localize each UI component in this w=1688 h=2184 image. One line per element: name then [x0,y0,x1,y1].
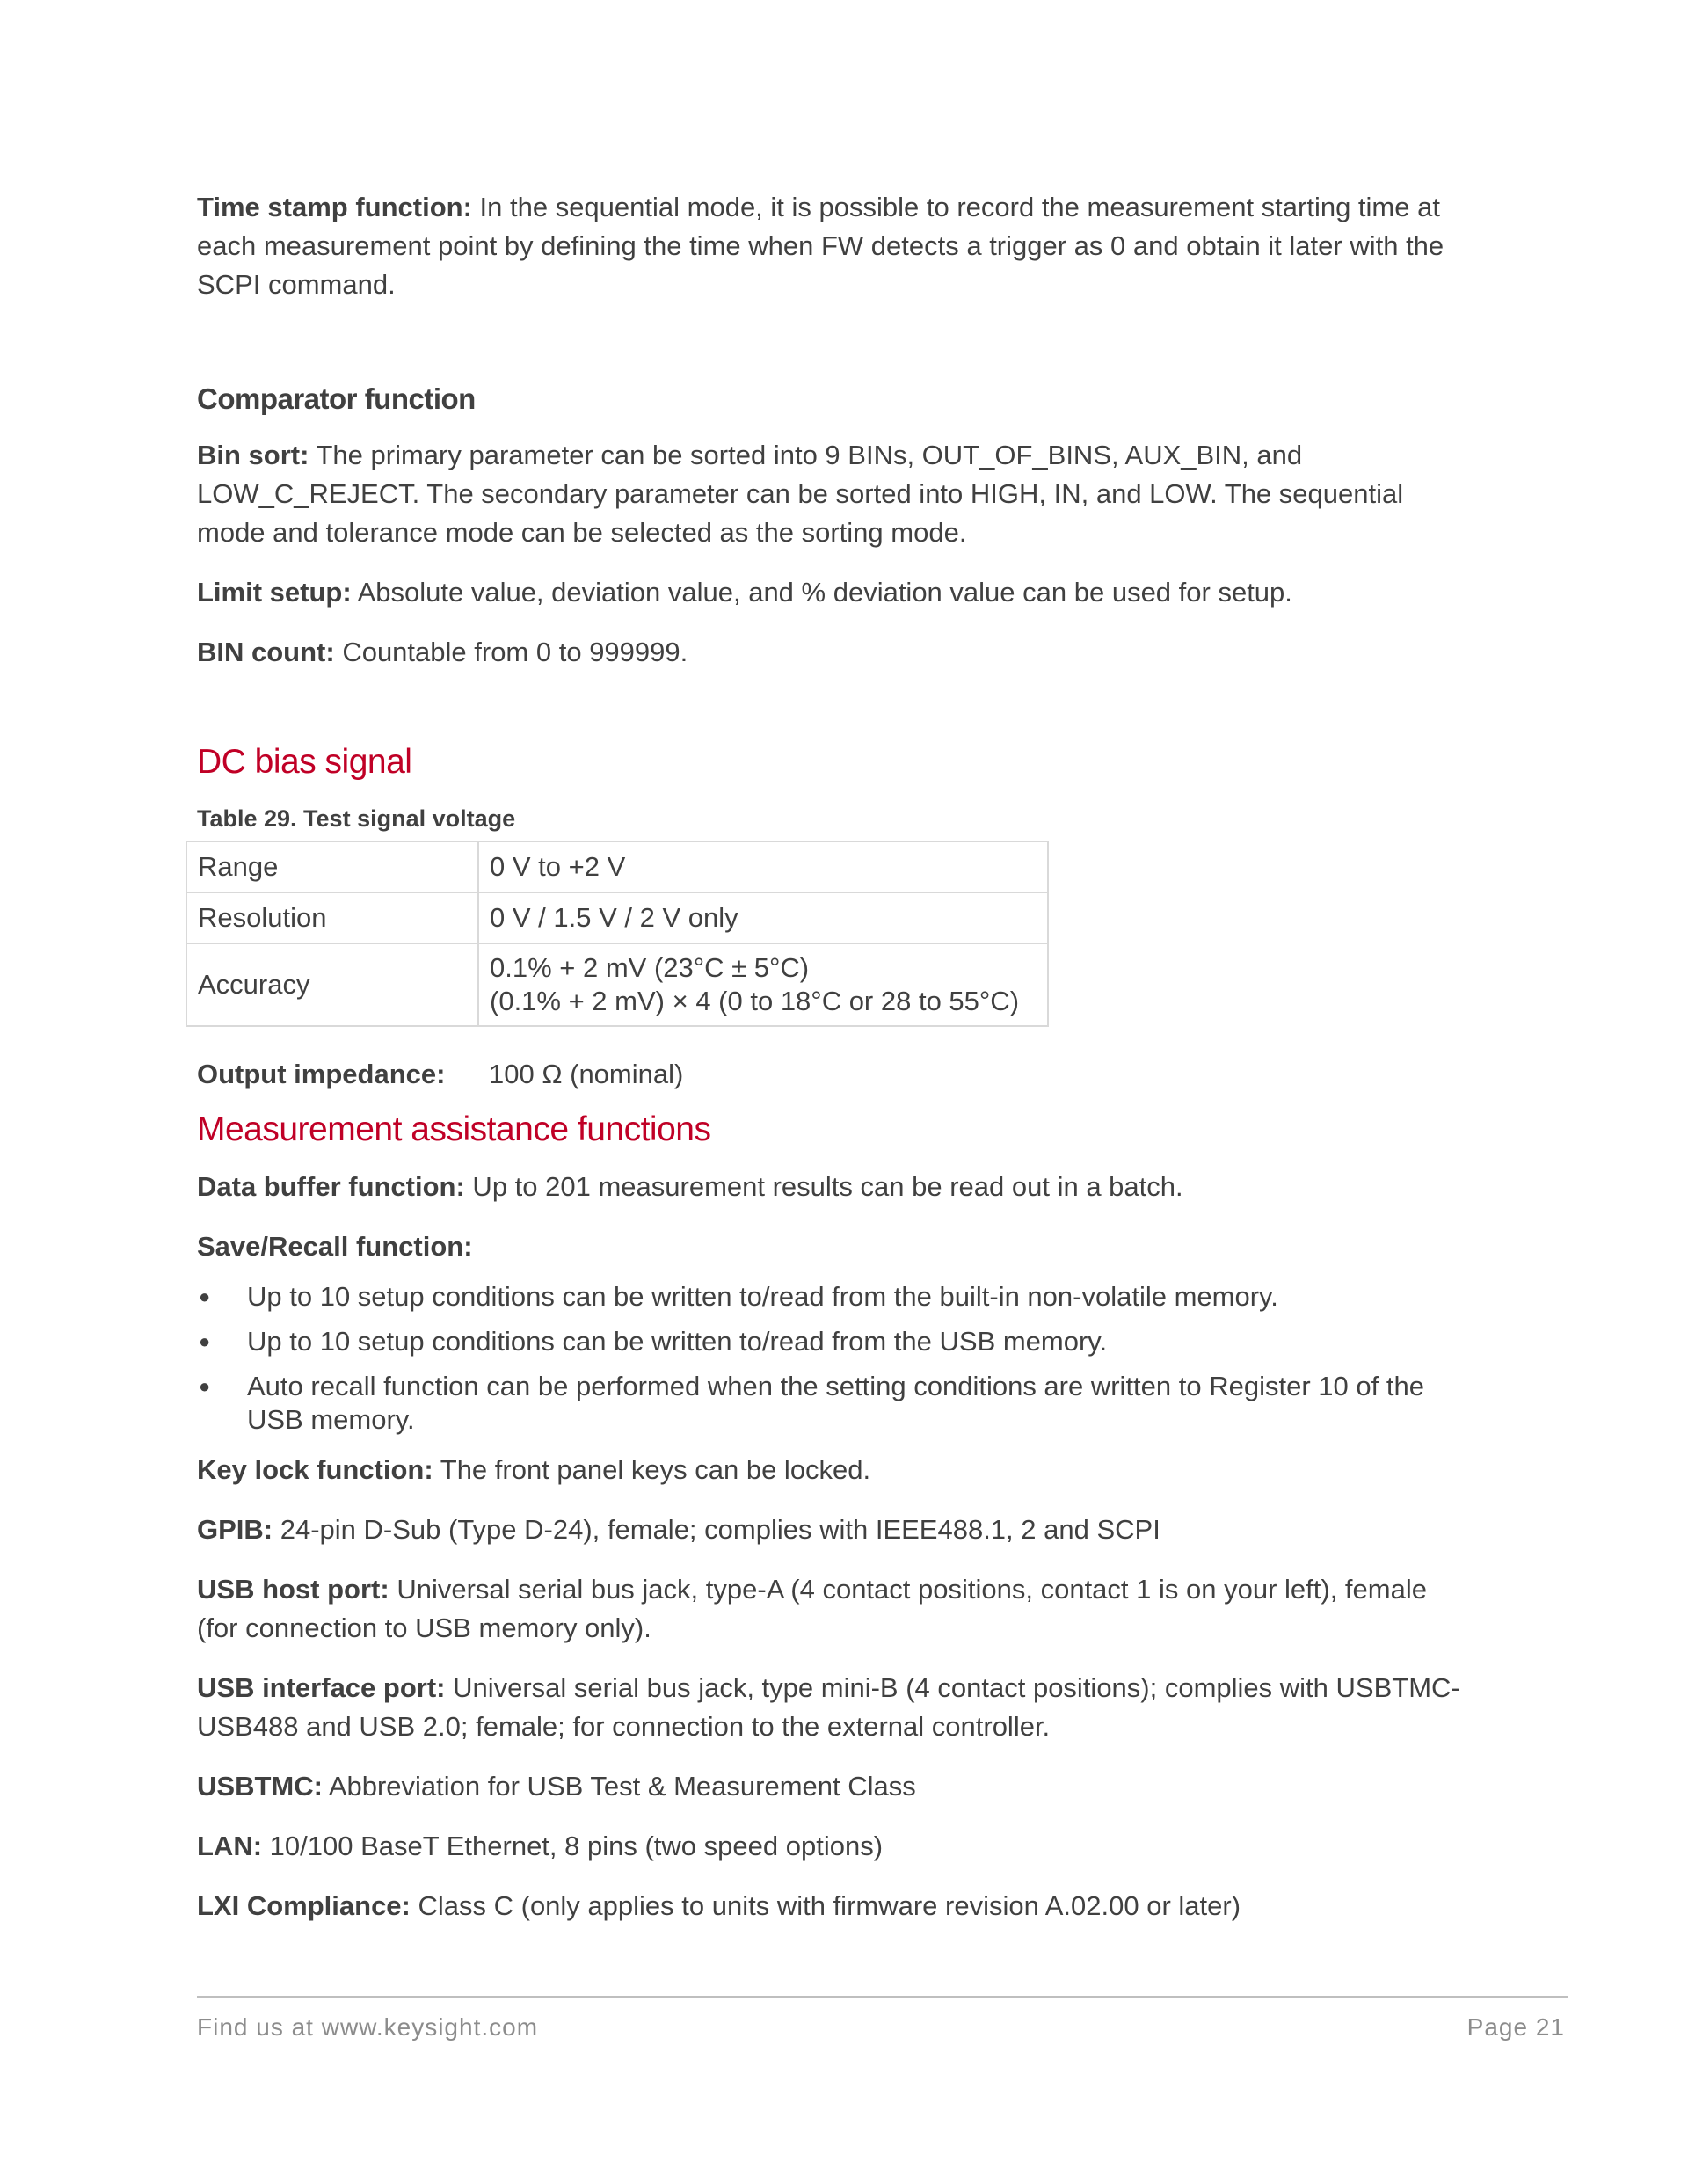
bullet-icon: ● [199,1375,211,1397]
table-cell-label: Resolution [186,892,478,943]
list-item-text: Up to 10 setup conditions can be written to/read from the built-in non-volatile memory. [247,1281,1278,1312]
table-cell-value: 0 V to +2 V [478,841,1048,892]
accuracy-line-2: (0.1% + 2 mV) × 4 (0 to 18°C or 28 to 55°C) [490,986,1020,1016]
lxi-paragraph [197,1887,1463,1926]
bin-count-paragraph [197,633,1463,672]
limit-setup-paragraph [197,573,1463,612]
bin-sort-text: The primary parameter can be sorted into 9 BINs, OUT_OF_BINS, AUX_BIN, and LOW_C_REJECT. The secondary parameter can be sorted into HIGH, IN, and LOW. The sequential mode and tolerance mode can be selected as the sorting mode. [197,440,1404,548]
usb-interface-label: USB interface port: [197,1672,446,1703]
page-content [197,188,1463,1926]
comparator-heading: Comparator function [197,382,476,415]
table-cell-value [478,943,1048,1026]
usbtmc-paragraph [197,1767,1463,1806]
usbtmc-text: Abbreviation for USB Test & Measurement Class [322,1771,916,1802]
lan-label: LAN: [197,1831,263,1861]
usb-host-text: Universal serial bus jack, type-A (4 contact positions, contact 1 is on your left), female (for connection to USB memory only). [197,1574,1427,1643]
footer-website: Find us at www.keysight.com [197,2013,539,2041]
bullet-icon: ● [199,1330,211,1352]
gpib-label: GPIB: [197,1514,273,1545]
lxi-text: Class C (only applies to units with firmware revision A.02.00 or later) [410,1890,1241,1921]
key-lock-text: The front panel keys can be locked. [433,1454,871,1485]
usbtmc-label: USBTMC: [197,1771,323,1802]
table-row [186,943,1048,1026]
bin-sort-paragraph [197,436,1463,552]
list-item [197,1370,1463,1437]
save-recall-paragraph [197,1227,1463,1266]
limit-setup-text: Absolute value, deviation value, and % deviation value can be used for setup. [351,577,1292,608]
page-number: Page 21 [1466,2013,1565,2041]
save-recall-label: Save/Recall function: [197,1231,473,1262]
list-item [197,1280,1463,1314]
usb-host-paragraph [197,1570,1463,1648]
timestamp-paragraph [197,188,1463,304]
accuracy-line-1: 0.1% + 2 mV (23°C ± 5°C) [490,952,810,983]
table-row [186,892,1048,943]
table-cell-value: 0 V / 1.5 V / 2 V only [478,892,1048,943]
dc-bias-heading: DC bias signal [197,743,412,781]
output-impedance-label: Output impedance: [197,1059,446,1089]
footer-divider [197,1996,1568,1998]
data-buffer-label: Data buffer function: [197,1171,465,1202]
output-impedance-row [197,1057,1463,1092]
save-recall-list [197,1280,1463,1437]
usb-interface-paragraph [197,1669,1463,1746]
lan-text: 10/100 BaseT Ethernet, 8 pins (two speed options) [262,1831,884,1861]
limit-setup-label: Limit setup: [197,577,352,608]
bin-count-label: BIN count: [197,637,335,667]
bullet-icon: ● [199,1285,211,1307]
key-lock-paragraph [197,1451,1463,1489]
bin-sort-label: Bin sort: [197,440,309,470]
test-signal-table [186,841,1049,1027]
table-cell-label: Range [186,841,478,892]
gpib-paragraph [197,1511,1463,1549]
bin-count-text: Countable from 0 to 999999. [334,637,688,667]
lan-paragraph [197,1827,1463,1866]
assistance-heading: Measurement assistance functions [197,1110,711,1148]
list-item-text: Up to 10 setup conditions can be written to/read from the USB memory. [247,1326,1108,1357]
list-item-text: Auto recall function can be performed when the setting conditions are written to Register 10 of the USB memory. [247,1371,1424,1435]
list-item [197,1325,1463,1358]
data-buffer-text: Up to 201 measurement results can be read out in a batch. [464,1171,1183,1202]
timestamp-label: Time stamp function: [197,192,472,222]
data-buffer-paragraph [197,1168,1463,1206]
output-impedance-value: 100 Ω (nominal) [489,1059,684,1089]
usb-interface-text: Universal serial bus jack, type mini-B (4 contact positions); complies with USBTMC-USB488 and USB 2.0; female; for connection to the external controller. [197,1672,1460,1742]
gpib-text: 24-pin D-Sub (Type D-24), female; complies with IEEE488.1, 2 and SCPI [273,1514,1160,1545]
table-row [186,841,1048,892]
lxi-label: LXI Compliance: [197,1890,411,1921]
usb-host-label: USB host port: [197,1574,389,1605]
key-lock-label: Key lock function: [197,1454,433,1485]
table-caption: Table 29. Test signal voltage [197,805,516,832]
table-cell-label: Accuracy [186,943,478,1026]
timestamp-text: In the sequential mode, it is possible to record the measurement starting time at each measurement point by defining the time when FW detects a trigger as 0 and obtain it later with the SCPI command. [197,192,1444,300]
